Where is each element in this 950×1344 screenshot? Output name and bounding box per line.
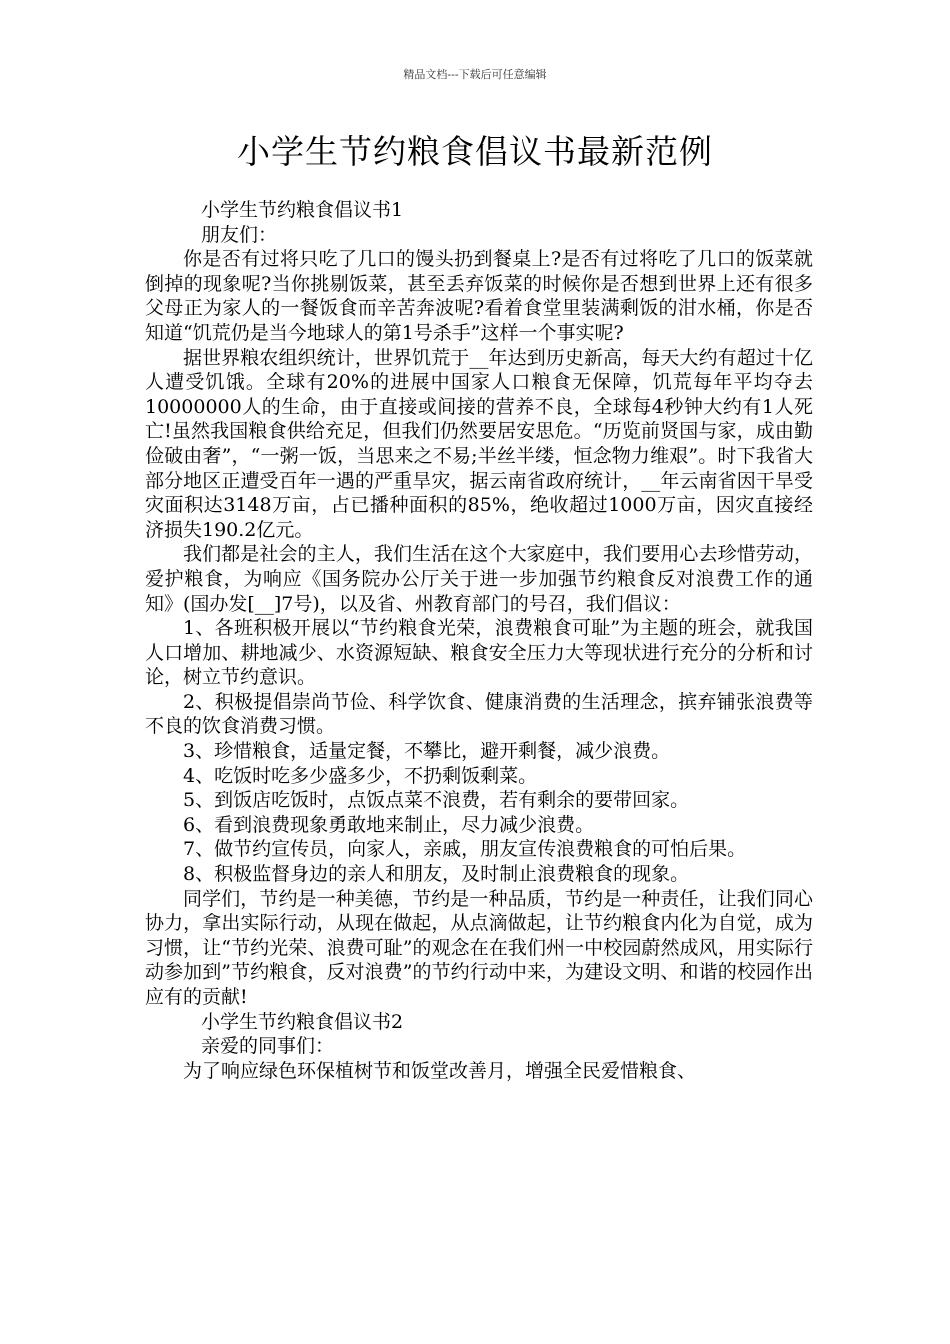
proposal-item-5: 5、到饭店吃饭时，点饭点菜不浪费，若有剩余的要带回家。 xyxy=(183,789,690,812)
header-note: 精品文档---下载后可任意编辑 xyxy=(403,68,547,81)
salutation-1: 朋友们： xyxy=(201,223,278,246)
proposal-item-2: 2、积极提倡崇尚节俭、科学饮食、健康消费的生活理念，摈弃铺张浪费等不良的饮食消费习惯。 xyxy=(145,690,813,738)
paragraph: 我们都是社会的主人，我们生活在这个大家庭中，我们要用心去珍惜劳动，爱护粮食，为响应《国务院办公厅关于进一步加强节约粮食反对浪费工作的通知》(国办发[__]7号)，以及省、州教育部门的号召，我们倡议： xyxy=(145,543,813,615)
proposal-item-1: 1、各班积极开展以“节约粮食光荣，浪费粮食可耻”为主题的班会，就我国人口增加、耕地减少、水资源短缺、粮食安全压力大等现状进行充分的分析和讨论，树立节约意识。 xyxy=(145,617,813,689)
paragraph: 同学们，节约是一种美德，节约是一种品质，节约是一种责任，让我们同心协力，拿出实际行动，从现在做起，从点滴做起，让节约粮食内化为自觉，成为习惯，让“节约光荣、浪费可耻”的观念在在我们州一中校园蔚然成风，用实际行动参加到”节约粮食，反对浪费”的节约行动中来，为建设文明、和谐的校园作出应有的贡献! xyxy=(145,887,813,1008)
document-body xyxy=(145,198,813,1083)
document-title: 小学生节约粮食倡议书最新范例 xyxy=(237,132,713,171)
section-heading-2: 小学生节约粮食倡议书2 xyxy=(201,1010,404,1033)
proposal-item-7: 7、做节约宣传员，向家人，亲戚，朋友宣传浪费粮食的可怕后果。 xyxy=(183,838,747,861)
paragraph: 为了响应绿色环保植树节和饭堂改善月，增强全民爱惜粮食、 xyxy=(183,1059,697,1082)
proposal-item-3: 3、珍惜粮食，适量定餐，不攀比，避开剩餐，减少浪费。 xyxy=(183,740,671,763)
paragraph: 你是否有过将只吃了几口的馒头扔到餐桌上?是否有过将吃了几口的饭菜就倒掉的现象呢?当你挑剔饭菜，甚至丢弃饭菜的时候你是否想到世界上还有很多父母正为家人的一餐饭食而辛苦奔波呢?看着食堂里装满剩饭的泔水桶，你是否知道“饥荒仍是当今地球人的第1号杀手”这样一个事实呢? xyxy=(145,248,813,344)
section-heading-1: 小学生节约粮食倡议书1 xyxy=(201,199,404,221)
salutation-2: 亲爱的同事们： xyxy=(201,1035,335,1058)
paragraph: 据世界粮农组织统计，世界饥荒于__年达到历史新高，每天大约有超过十亿人遭受饥饿。全球有20%的进展中国家人口粮食无保障，饥荒每年平均夺去10000000人的生命，由于直接或间接的营养不良，全球每4秒钟大约有1人死亡!虽然我国粮食供给充足，但我们仍然要居安思危。“历览前贤国与家，成由勤俭破由奢”，“一粥一饭，当思来之不易;半丝半缕，恒念物力维艰”。时下我省大部分地区正遭受百年一遇的严重旱灾，据云南省政府统计，__年云南省因干旱受灾面积达3148万亩，占已播种面积的85%，绝收超过1000万亩，因灾直接经济损失190.2亿元。 xyxy=(145,346,813,541)
proposal-item-8: 8、积极监督身边的亲人和朋友，及时制止浪费粮食的现象。 xyxy=(183,863,690,886)
proposal-item-4: 4、吃饭时吃多少盛多少，不扔剩饭剩菜。 xyxy=(183,764,538,787)
proposal-item-6: 6、看到浪费现象勇敢地来制止，尽力减少浪费。 xyxy=(183,813,595,836)
